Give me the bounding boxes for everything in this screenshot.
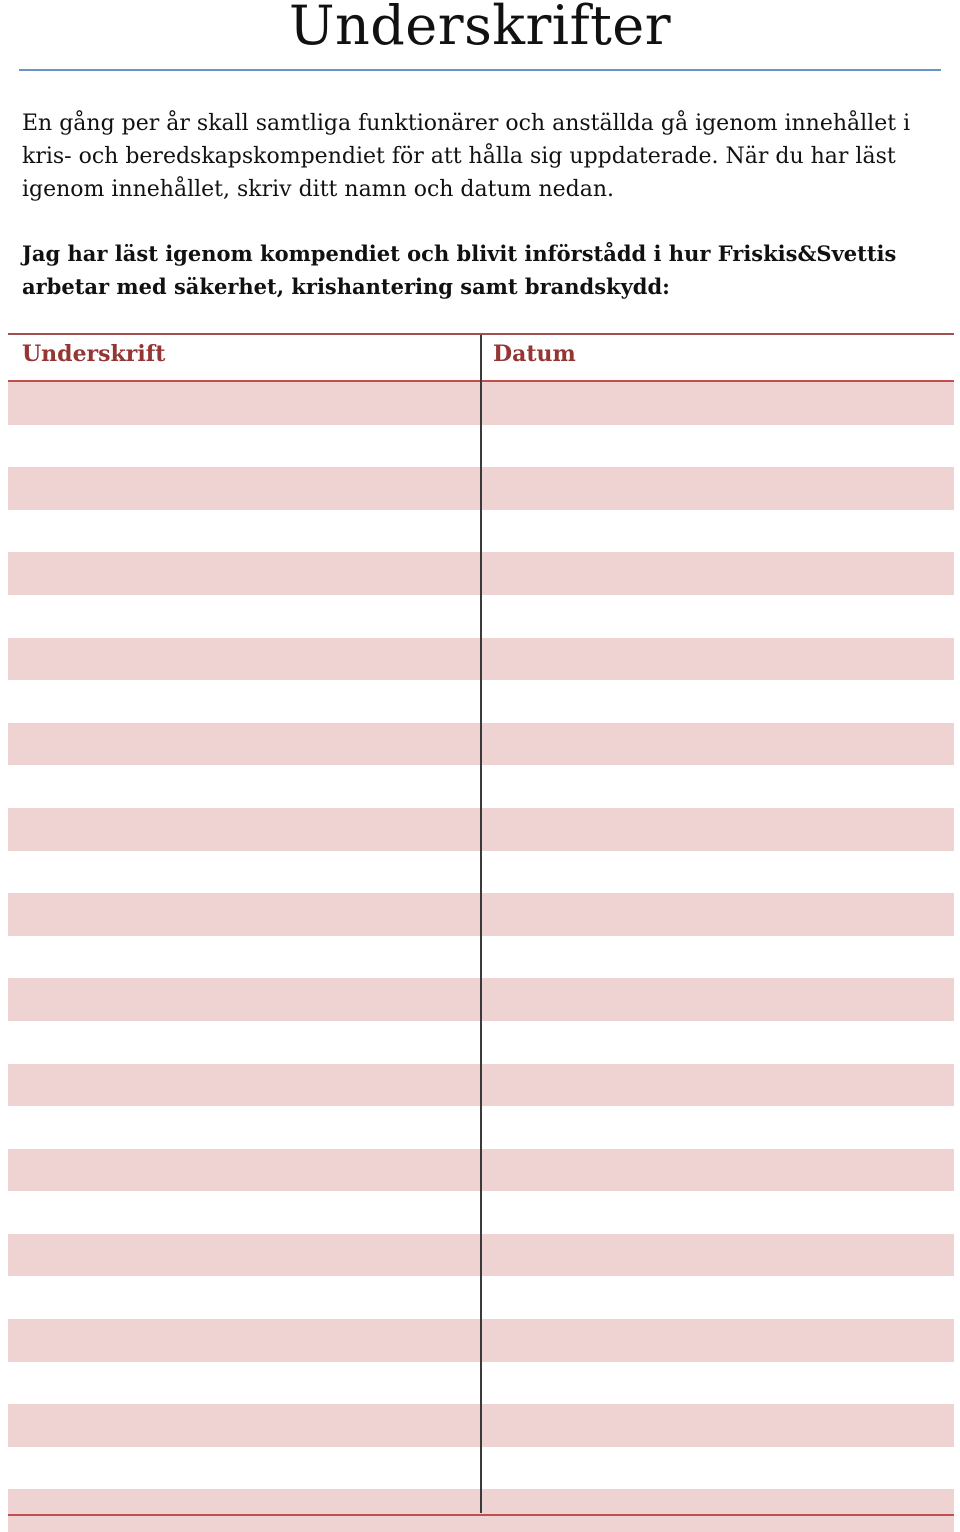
date-cell[interactable] <box>482 1362 954 1405</box>
date-cell[interactable] <box>482 851 954 894</box>
date-cell[interactable] <box>482 1021 954 1064</box>
date-cell[interactable] <box>482 1319 954 1362</box>
date-cell[interactable] <box>482 1489 954 1532</box>
date-cell[interactable] <box>482 382 954 425</box>
signature-cell[interactable] <box>8 978 480 1021</box>
date-cell[interactable] <box>482 638 954 681</box>
date-cell[interactable] <box>482 1149 954 1192</box>
acknowledgement-statement: Jag har läst igenom kompendiet och blivit införstådd i hur Friskis&Svettis arbetar med säkerhet, krishantering samt brandskydd: <box>22 241 897 299</box>
signature-cell[interactable] <box>8 1489 480 1532</box>
signature-cell[interactable] <box>8 851 480 894</box>
date-cell[interactable] <box>482 552 954 595</box>
date-cell[interactable] <box>482 1447 954 1490</box>
date-cell[interactable] <box>482 808 954 851</box>
signature-cell[interactable] <box>8 1021 480 1064</box>
page-title: Underskrifter <box>288 0 672 57</box>
signature-cell[interactable] <box>8 467 480 510</box>
column-divider <box>480 335 482 1513</box>
date-cell[interactable] <box>482 595 954 638</box>
date-cell[interactable] <box>482 765 954 808</box>
signature-table <box>8 333 954 1516</box>
date-cell[interactable] <box>482 936 954 979</box>
signature-cell[interactable] <box>8 1191 480 1234</box>
date-cell[interactable] <box>482 1191 954 1234</box>
date-cell[interactable] <box>482 680 954 723</box>
intro-paragraph: En gång per år skall samtliga funktionärer och anställda gå igenom innehållet i kris- och beredskapskompendiet för att hålla sig uppdaterade. När du har läst igenom innehållet, skriv ditt namn och datum nedan. <box>22 111 911 202</box>
signature-cell[interactable] <box>8 510 480 553</box>
signature-cell[interactable] <box>8 382 480 425</box>
signature-cell[interactable] <box>8 1234 480 1277</box>
date-cell[interactable] <box>482 1106 954 1149</box>
title-divider <box>19 69 941 71</box>
signature-cell[interactable] <box>8 1404 480 1447</box>
signature-cell[interactable] <box>8 680 480 723</box>
date-cell[interactable] <box>482 978 954 1021</box>
date-cell[interactable] <box>482 425 954 468</box>
signature-cell[interactable] <box>8 893 480 936</box>
date-cell[interactable] <box>482 510 954 553</box>
signature-cell[interactable] <box>8 1064 480 1107</box>
signature-cell[interactable] <box>8 1149 480 1192</box>
date-cell[interactable] <box>482 1276 954 1319</box>
signature-cell[interactable] <box>8 1276 480 1319</box>
header-date: Datum <box>493 341 576 367</box>
signature-cell[interactable] <box>8 1319 480 1362</box>
signature-cell[interactable] <box>8 552 480 595</box>
signature-cell[interactable] <box>8 936 480 979</box>
date-cell[interactable] <box>482 1064 954 1107</box>
signature-cell[interactable] <box>8 723 480 766</box>
signature-cell[interactable] <box>8 595 480 638</box>
date-cell[interactable] <box>482 1234 954 1277</box>
date-cell[interactable] <box>482 893 954 936</box>
signature-cell[interactable] <box>8 638 480 681</box>
signature-cell[interactable] <box>8 1106 480 1149</box>
signature-cell[interactable] <box>8 808 480 851</box>
signature-cell[interactable] <box>8 765 480 808</box>
signature-cell[interactable] <box>8 1362 480 1405</box>
signature-cell[interactable] <box>8 1447 480 1490</box>
table-bottom-rule <box>8 1514 954 1516</box>
date-cell[interactable] <box>482 1404 954 1447</box>
date-cell[interactable] <box>482 467 954 510</box>
header-signature: Underskrift <box>22 341 166 367</box>
signature-cell[interactable] <box>8 425 480 468</box>
date-cell[interactable] <box>482 723 954 766</box>
